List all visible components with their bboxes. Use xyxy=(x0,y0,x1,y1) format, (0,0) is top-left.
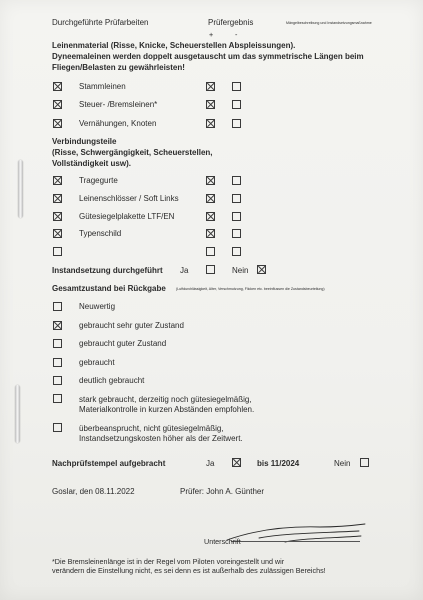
verbindung-title-3: Vollständigkeit usw). xyxy=(52,159,131,168)
instandsetzung-nein-label: Nein xyxy=(232,266,249,275)
header-minus: - xyxy=(235,30,238,39)
binder-clip-bottom xyxy=(15,385,20,443)
zustand-option-2: gebraucht sehr guter Zustand xyxy=(79,321,184,330)
leinen-item-1: Stammleinen xyxy=(79,82,126,91)
leinen-item-3: Vernähungen, Knoten xyxy=(79,119,157,128)
verbindung-minus-2[interactable] xyxy=(232,194,241,203)
verbindung-plus-3[interactable] xyxy=(206,212,215,221)
leinen-check-3[interactable] xyxy=(53,119,62,128)
verbindung-title-2: (Risse, Schwergängigkeit, Scheuerstellen, xyxy=(52,148,213,157)
verbindung-check-1[interactable] xyxy=(53,176,62,185)
unterschrift-label: Unterschrift xyxy=(204,537,241,546)
zustand-checkbox-5[interactable] xyxy=(53,376,62,385)
zustand-checkbox-7[interactable] xyxy=(53,423,62,432)
zustand-option-5: deutlich gebraucht xyxy=(79,376,145,385)
zustand-option-6-line1: stark gebraucht, derzeitig noch gütesiegelmäßig, xyxy=(79,395,252,404)
header-plus: + xyxy=(209,30,214,39)
instandsetzung-label: Instandsetzung durchgeführt xyxy=(52,266,163,275)
zustand-checkbox-2[interactable] xyxy=(53,321,62,330)
verbindung-minus-4[interactable] xyxy=(232,229,241,238)
gesamt-note: (Luftdurchlässigkeit, Alter, Verschmutzung, Flicken etc. beeinflussen die Zustandsbeurteilung) xyxy=(176,286,325,291)
zustand-option-4: gebraucht xyxy=(79,358,115,367)
verbindung-item-4: Typenschild xyxy=(79,229,122,238)
zustand-option-1: Neuwertig xyxy=(79,302,116,311)
verbindung-title-1: Verbindungsteile xyxy=(52,137,117,146)
leinen-item-2: Steuer- /Bremsleinen* xyxy=(79,100,158,109)
leinen-plus-1[interactable] xyxy=(206,82,215,91)
instandsetzung-ja-label: Ja xyxy=(180,266,189,275)
zustand-checkbox-4[interactable] xyxy=(53,358,62,367)
verbindung-plus-4[interactable] xyxy=(206,229,215,238)
handwritten-signature xyxy=(225,518,375,550)
stempel-nein-label: Nein xyxy=(334,459,351,468)
zustand-option-3: gebraucht guter Zustand xyxy=(79,339,167,348)
zustand-option-6-line2: Materialkontrolle in kurzen Abständen empfohlen. xyxy=(79,405,255,414)
verbindung-check-5[interactable] xyxy=(53,247,62,256)
verbindung-plus-2[interactable] xyxy=(206,194,215,203)
leinen-plus-2[interactable] xyxy=(206,100,215,109)
zustand-checkbox-6[interactable] xyxy=(53,394,62,403)
zustand-checkbox-1[interactable] xyxy=(53,302,62,311)
verbindung-minus-3[interactable] xyxy=(232,212,241,221)
stempel-ja-checkbox[interactable] xyxy=(232,458,241,467)
instandsetzung-nein-checkbox[interactable] xyxy=(257,265,266,274)
leinen-check-1[interactable] xyxy=(53,82,62,91)
stempel-bis-date: bis 11/2024 xyxy=(257,459,300,468)
ort-datum: Goslar, den 08.11.2022 xyxy=(52,487,135,496)
stempel-label: Nachprüfstempel aufgebracht xyxy=(52,459,166,468)
verbindung-minus-5[interactable] xyxy=(232,247,241,256)
stempel-ja-label: Ja xyxy=(206,459,215,468)
leinen-plus-3[interactable] xyxy=(206,119,215,128)
zustand-option-7-line2: Instandsetzungskosten höher als der Zeitwert. xyxy=(79,434,243,443)
leinen-minus-1[interactable] xyxy=(232,82,241,91)
leinen-minus-2[interactable] xyxy=(232,100,241,109)
verbindung-item-1: Tragegurte xyxy=(79,176,118,185)
header-pruefergebnis: Prüfergebnis xyxy=(208,18,254,27)
verbindung-item-2: Leinenschlösser / Soft Links xyxy=(79,194,179,203)
leinen-check-2[interactable] xyxy=(53,100,62,109)
header-pruefarbeiten: Durchgeführte Prüfarbeiten xyxy=(52,18,149,27)
instandsetzung-ja-checkbox[interactable] xyxy=(206,265,215,274)
footnote-line2: verändern die Einstellung nicht, es sei denn es ist außerhalb des zulässigen Bereichs! xyxy=(52,566,326,575)
verbindung-check-4[interactable] xyxy=(53,229,62,238)
leinen-title-1: Leinenmaterial (Risse, Knicke, Scheuerstellen Abspleissungen). xyxy=(52,41,296,50)
leinen-title-2: Dyneemaleinen werden doppelt ausgetauscht um das symmetrische Längen beim xyxy=(52,52,364,61)
verbindung-item-3: Gütesiegelplakette LTF/EN xyxy=(79,212,175,221)
gesamt-title: Gesamtzustand bei Rückgabe xyxy=(52,284,166,293)
leinen-minus-3[interactable] xyxy=(232,119,241,128)
binder-clip-top xyxy=(18,160,23,218)
signature-line xyxy=(231,541,360,542)
header-maengel: Mängelbeschreibung und Instandsetzungsmaßnahme xyxy=(286,20,372,25)
verbindung-check-3[interactable] xyxy=(53,212,62,221)
verbindung-minus-1[interactable] xyxy=(232,176,241,185)
zustand-checkbox-3[interactable] xyxy=(53,339,62,348)
footnote-line1: *Die Bremsleinenlänge ist in der Regel vom Piloten voreingestellt und wir xyxy=(52,557,285,566)
stempel-nein-checkbox[interactable] xyxy=(360,458,369,467)
verbindung-plus-5[interactable] xyxy=(206,247,215,256)
zustand-option-7-line1: überbeansprucht, nicht gütesiegelmäßig, xyxy=(79,424,224,433)
leinen-title-3: Fliegen/Belasten zu gewährleisten! xyxy=(52,63,185,72)
verbindung-check-2[interactable] xyxy=(53,194,62,203)
pruefer-name: Prüfer: John A. Günther xyxy=(180,487,265,496)
verbindung-plus-1[interactable] xyxy=(206,176,215,185)
